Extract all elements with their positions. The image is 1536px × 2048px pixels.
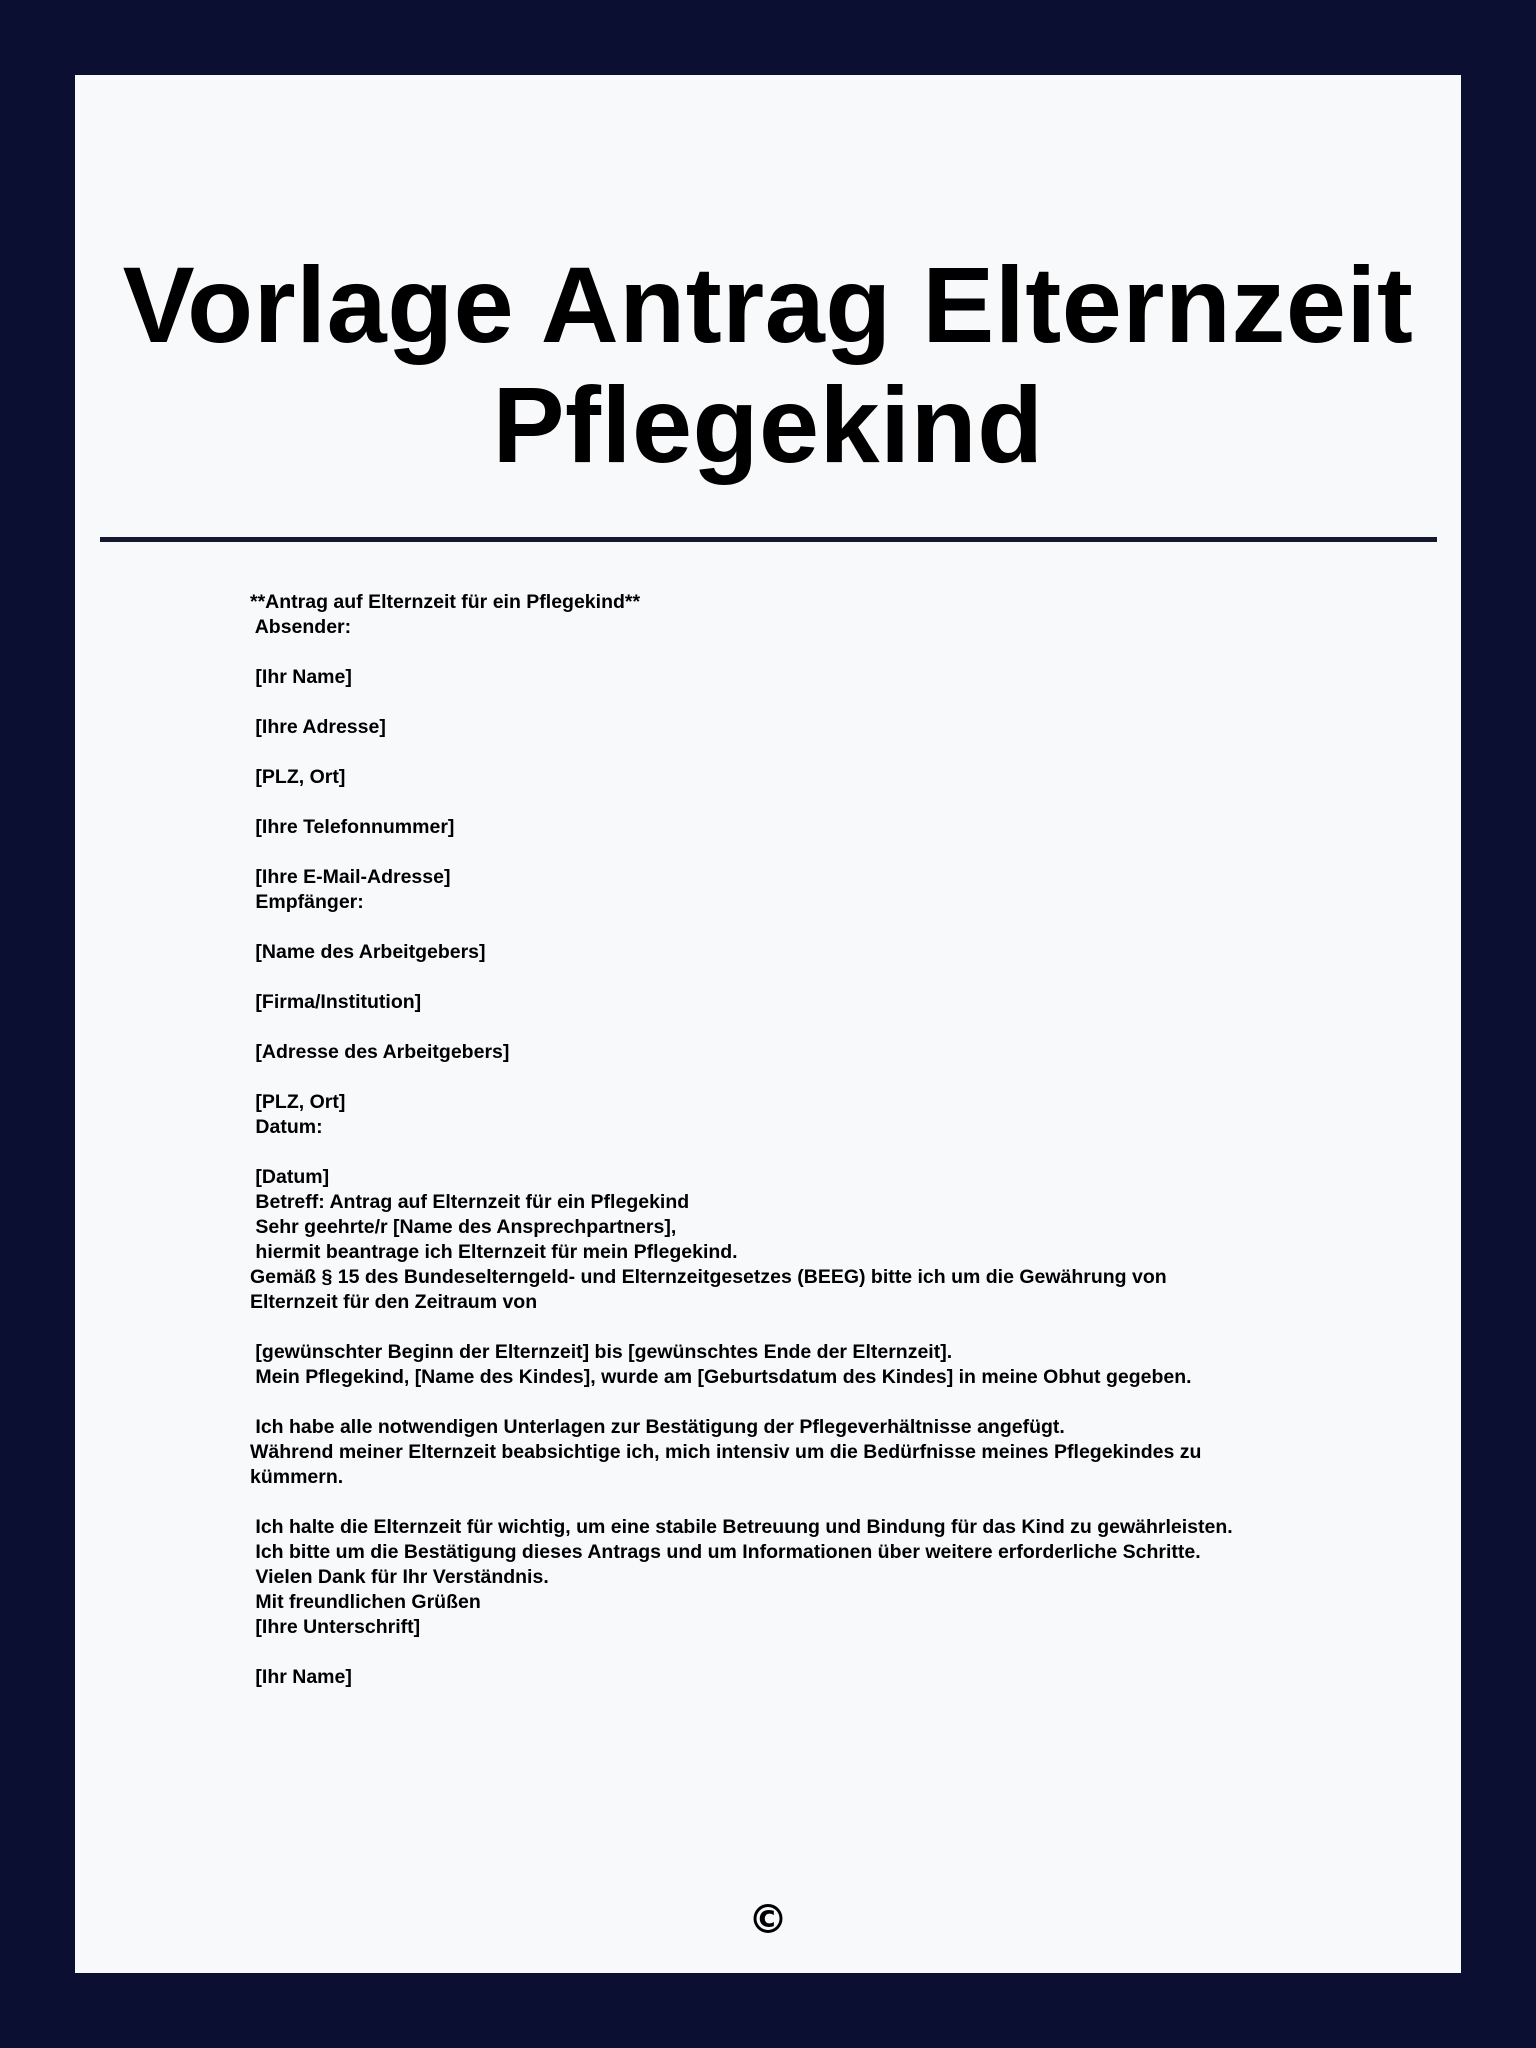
- blank-line: [250, 840, 1340, 865]
- copyright-symbol: ©: [748, 1897, 788, 1943]
- blank-line: [250, 1065, 1340, 1090]
- title-line-1: Vorlage Antrag Elternzeit: [122, 244, 1414, 365]
- letter-line: [PLZ, Ort]: [250, 1091, 346, 1113]
- letter-line: Ich halte die Elternzeit für wichtig, um eine stabile Betreuung und Bindung für das Kind zu gewährleisten.: [250, 1516, 1233, 1538]
- letter-line: [Ihre Telefonnummer]: [250, 816, 455, 838]
- blank-line: [250, 965, 1340, 990]
- letter-line: Mit freundlichen Grüßen: [250, 1591, 481, 1613]
- blank-line: [250, 740, 1340, 765]
- letter-line: kümmern.: [250, 1466, 344, 1488]
- letter-line: Sehr geehrte/r [Name des Ansprechpartners],: [250, 1216, 677, 1238]
- letter-line: [Ihre Unterschrift]: [250, 1616, 421, 1638]
- letter-line: Elternzeit für den Zeitraum von: [250, 1291, 538, 1313]
- letter-line: Vielen Dank für Ihr Verständnis.: [250, 1566, 549, 1588]
- blank-line: [250, 640, 1340, 665]
- letter-line: [Name des Arbeitgebers]: [250, 941, 486, 963]
- letter-line: [gewünschter Beginn der Elternzeit] bis [gewünschtes Ende der Elternzeit].: [250, 1341, 953, 1363]
- letter-line: [Ihr Name]: [250, 666, 352, 688]
- blank-line: [250, 790, 1340, 815]
- blank-line: [250, 915, 1340, 940]
- letter-line: Absender:: [250, 616, 352, 638]
- title-divider: [100, 537, 1437, 542]
- blank-line: [250, 1140, 1340, 1165]
- letter-body: [250, 590, 1340, 1690]
- letter-line: [Ihr Name]: [250, 1666, 352, 1688]
- letter-line: Mein Pflegekind, [Name des Kindes], wurde am [Geburtsdatum des Kindes] in meine Obhut gegeben.: [250, 1366, 1192, 1388]
- letter-line: hiermit beantrage ich Elternzeit für mein Pflegekind.: [250, 1241, 738, 1263]
- title-line-2: Pflegekind: [492, 364, 1044, 485]
- letter-line: Empfänger:: [250, 891, 364, 913]
- letter-line: [PLZ, Ort]: [250, 766, 346, 788]
- blank-line: [250, 1315, 1340, 1340]
- letter-line: Betreff: Antrag auf Elternzeit für ein Pflegekind: [250, 1191, 690, 1213]
- letter-line: [Ihre Adresse]: [250, 716, 386, 738]
- blank-line: [250, 1390, 1340, 1415]
- letter-line: [Firma/Institution]: [250, 991, 422, 1013]
- letter-line: [Datum]: [250, 1166, 330, 1188]
- letter-line: Während meiner Elternzeit beabsichtige ich, mich intensiv um die Bedürfnisse meines Pflegekindes zu: [250, 1441, 1202, 1463]
- letter-line: Datum:: [250, 1116, 323, 1138]
- blank-line: [250, 1640, 1340, 1665]
- letter-line: Ich bitte um die Bestätigung dieses Antrags und um Informationen über weitere erforderliche Schritte.: [250, 1541, 1201, 1563]
- letter-line: [Adresse des Arbeitgebers]: [250, 1041, 510, 1063]
- letter-line: [Ihre E-Mail-Adresse]: [250, 866, 451, 888]
- document-page: [75, 75, 1461, 1973]
- blank-line: [250, 690, 1340, 715]
- blank-line: [250, 1490, 1340, 1515]
- document-title: [75, 245, 1461, 485]
- letter-line: Gemäß § 15 des Bundeselterngeld- und Elternzeitgesetzes (BEEG) bitte ich um die Gewährung von: [250, 1266, 1167, 1288]
- letter-line: **Antrag auf Elternzeit für ein Pflegekind**: [250, 591, 641, 613]
- blank-line: [250, 1015, 1340, 1040]
- letter-line: Ich habe alle notwendigen Unterlagen zur Bestätigung der Pflegeverhältnisse angefügt.: [250, 1416, 1065, 1438]
